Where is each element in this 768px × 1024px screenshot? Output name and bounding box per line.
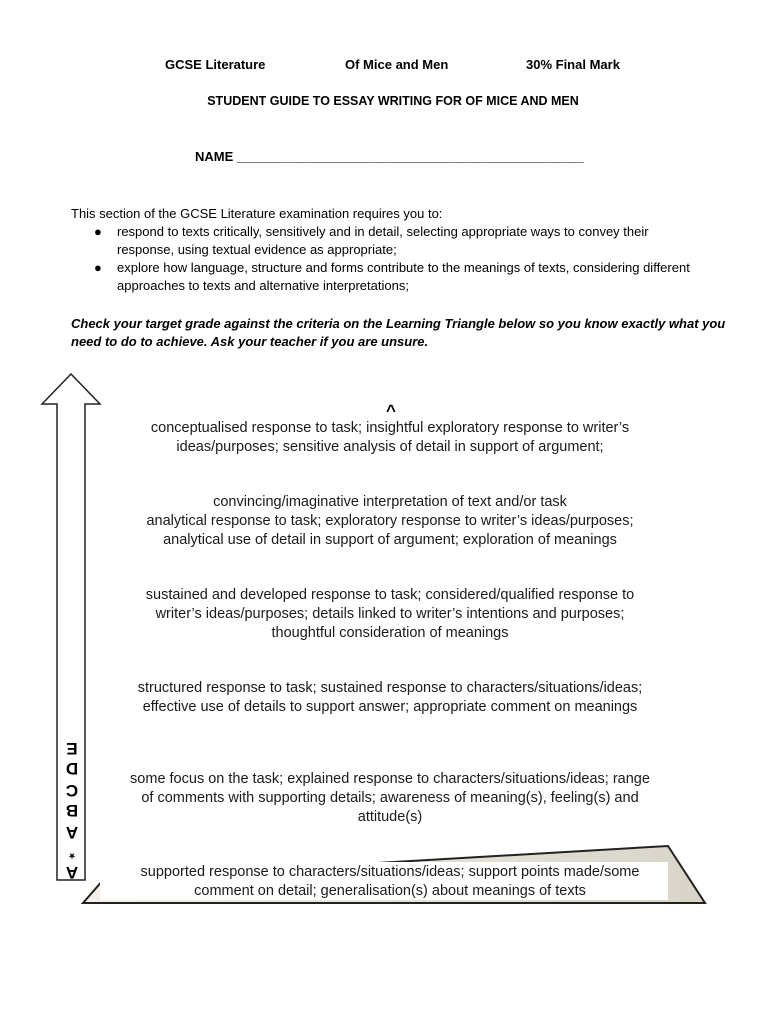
- criteria-line: comment on detail; generalisation(s) about meanings of texts: [194, 883, 586, 899]
- page-title: STUDENT GUIDE TO ESSAY WRITING FOR OF MICE AND MEN: [207, 94, 579, 108]
- caret-icon: ^: [386, 401, 396, 420]
- grade-label: C: [65, 781, 79, 800]
- criteria-line: thoughtful consideration of meanings: [271, 625, 509, 641]
- grade-label: B: [65, 801, 79, 820]
- criteria-line: structured response to task; sustained response to characters/situations/ideas;: [137, 680, 643, 696]
- criteria-line: writer’s ideas/purposes; details linked to writer’s intentions and purposes;: [155, 606, 625, 622]
- criteria-line: of comments with supporting details; awareness of meaning(s), feeling(s) and: [141, 790, 639, 806]
- header-subject: GCSE Literature: [165, 57, 266, 72]
- criteria-line: effective use of details to support answer; appropriate comment on meanings: [142, 699, 638, 715]
- list-item-text: explore how language, structure and forms contribute to the meanings of texts, considering different approaches to texts and alternative interpretations;: [117, 260, 690, 293]
- grade-label: A: [65, 863, 79, 882]
- criteria-band-1: [110, 419, 670, 457]
- header-text: Of Mice and Men: [345, 57, 449, 72]
- criteria-line: some focus on the task; explained response to characters/situations/ideas; range: [130, 771, 650, 787]
- name-field: NAME ________________________________________________: [195, 149, 584, 164]
- criteria-line: supported response to characters/situations/ideas; support points made/some: [140, 864, 640, 880]
- bullet-icon: ●: [94, 260, 102, 275]
- criteria-line: sustained and developed response to task; considered/qualified response to: [145, 587, 635, 603]
- bullet-icon: ●: [94, 224, 102, 239]
- criteria-band-2: [110, 493, 670, 550]
- criteria-line: attitude(s): [357, 809, 423, 825]
- list-item-text: respond to texts critically, sensitively and in detail, selecting appropriate ways to convey their response, using textual evidence as appropriate;: [117, 224, 649, 257]
- criteria-line: analytical response to task; exploratory response to writer’s ideas/purposes;: [146, 513, 634, 529]
- grade-label: E: [66, 739, 78, 758]
- criteria-band-3: [110, 586, 670, 643]
- header-weighting: 30% Final Mark: [526, 57, 620, 72]
- criteria-band-6: [110, 863, 670, 901]
- criteria-band-5: [110, 770, 670, 827]
- instruction-text: Check your target grade against the criteria on the Learning Triangle below so you know exactly what you need to do to achieve. Ask your teacher if you are unsure.: [71, 316, 726, 349]
- criteria-line: ideas/purposes; sensitive analysis of detail in support of argument;: [176, 439, 604, 455]
- grade-star: *: [69, 846, 75, 862]
- grade-label: A: [65, 823, 79, 842]
- criteria-line: conceptualised response to task; insightful exploratory response to writer’s: [150, 420, 630, 436]
- criteria-band-4: [110, 679, 670, 717]
- criteria-line: analytical use of detail in support of argument; exploration of meanings: [163, 532, 617, 548]
- grade-label: D: [65, 759, 79, 778]
- intro-text: This section of the GCSE Literature examination requires you to:: [71, 206, 443, 221]
- criteria-line: convincing/imaginative interpretation of text and/or task: [213, 494, 567, 510]
